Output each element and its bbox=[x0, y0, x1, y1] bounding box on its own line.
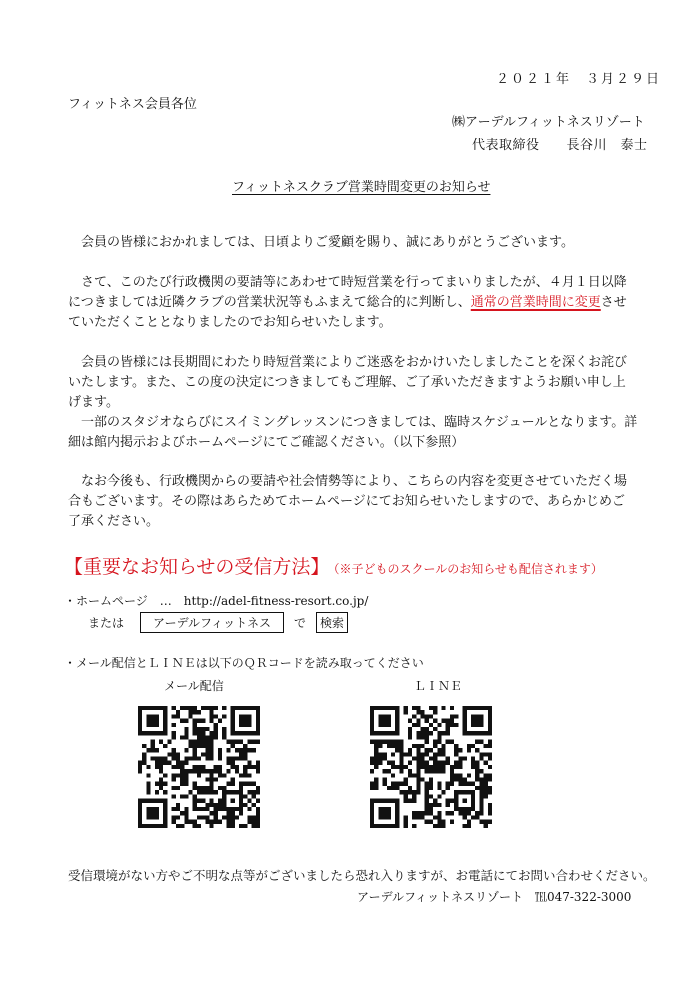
paragraph-schedule: 一部のスタジオならびにスイミングレッスンにつきましては、臨時スケジュールとなります。詳細は館内掲示およびホームページにてご確認ください。（以下参照） bbox=[68, 415, 638, 450]
homepage-line[interactable]: ・ホームページ … http://adel-fitness-resort.co.jp/ bbox=[64, 594, 369, 608]
heading-text: 【重要なお知らせの受信方法】 bbox=[64, 556, 330, 578]
recipient: フィットネス会員各位 bbox=[68, 97, 197, 112]
heading-note: （※子どものスクールのお知らせも配信されます） bbox=[333, 562, 603, 576]
contact-company-phone: アーデルフィットネスリゾート ℡047-322-3000 bbox=[357, 890, 632, 904]
search-button: 検索 bbox=[316, 612, 348, 633]
document-date: ２０２１年 ３月２９日 bbox=[496, 72, 662, 87]
qr-line-label: ＬＩＮＥ bbox=[414, 679, 463, 693]
qr-code-mail[interactable] bbox=[138, 706, 260, 828]
notice-title: フィットネスクラブ営業時間変更のお知らせ bbox=[232, 180, 491, 195]
hours-change-highlight: 通常の営業時間に変更 bbox=[470, 295, 601, 310]
qr-code-line[interactable] bbox=[370, 706, 492, 828]
company-name: ㈱アーデルフィットネスリゾート bbox=[452, 115, 645, 130]
representative: 代表取締役 長谷川 泰士 bbox=[472, 138, 648, 153]
contact-note: 受信環境がない方やご不明な点等がございましたら恐れ入りますが、お電話にてお問い合わせください。 bbox=[68, 868, 656, 883]
paragraph-apology: 会員の皆様には長期間にわたり時短営業によりご迷惑をおかけいたしましたことを深くお詫びいたします。また、この度の決定につきましてもご理解、ご了承いただきますようお願い申し上げます。 bbox=[68, 355, 628, 410]
qr-mail-label: メール配信 bbox=[164, 679, 224, 693]
qr-instruction: ・メール配信とＬＩＮＥは以下のＱＲコードを読み取ってください bbox=[64, 656, 424, 670]
search-line bbox=[88, 612, 348, 633]
paragraph-hours-change bbox=[68, 273, 638, 333]
p2-text-after: させていただくこととなりましたのでお知らせいたします。 bbox=[68, 295, 627, 330]
p2-text-before: さて、このたび行政機関の要請等にあわせて時短営業を行ってまいりましたが、４月１日以降につきましては近隣クラブの営業状況等もふまえて総合的に判断し、 bbox=[68, 275, 627, 310]
search-term-box: アーデルフィットネス bbox=[140, 612, 284, 633]
paragraph-greeting: 会員の皆様におかれましては、日頃よりご愛顧を賜り、誠にありがとうございます。 bbox=[81, 235, 574, 250]
notice-heading bbox=[64, 552, 603, 579]
de-text: で bbox=[293, 616, 306, 630]
paragraph-future-changes: なお今後も、行政機関からの要請や社会情勢等により、こちらの内容を変更させていただく場合もございます。その際はあらためてホームページにてお知らせいたしますので、あらかじめご了承ください。 bbox=[68, 474, 628, 529]
or-text: または bbox=[88, 616, 125, 630]
